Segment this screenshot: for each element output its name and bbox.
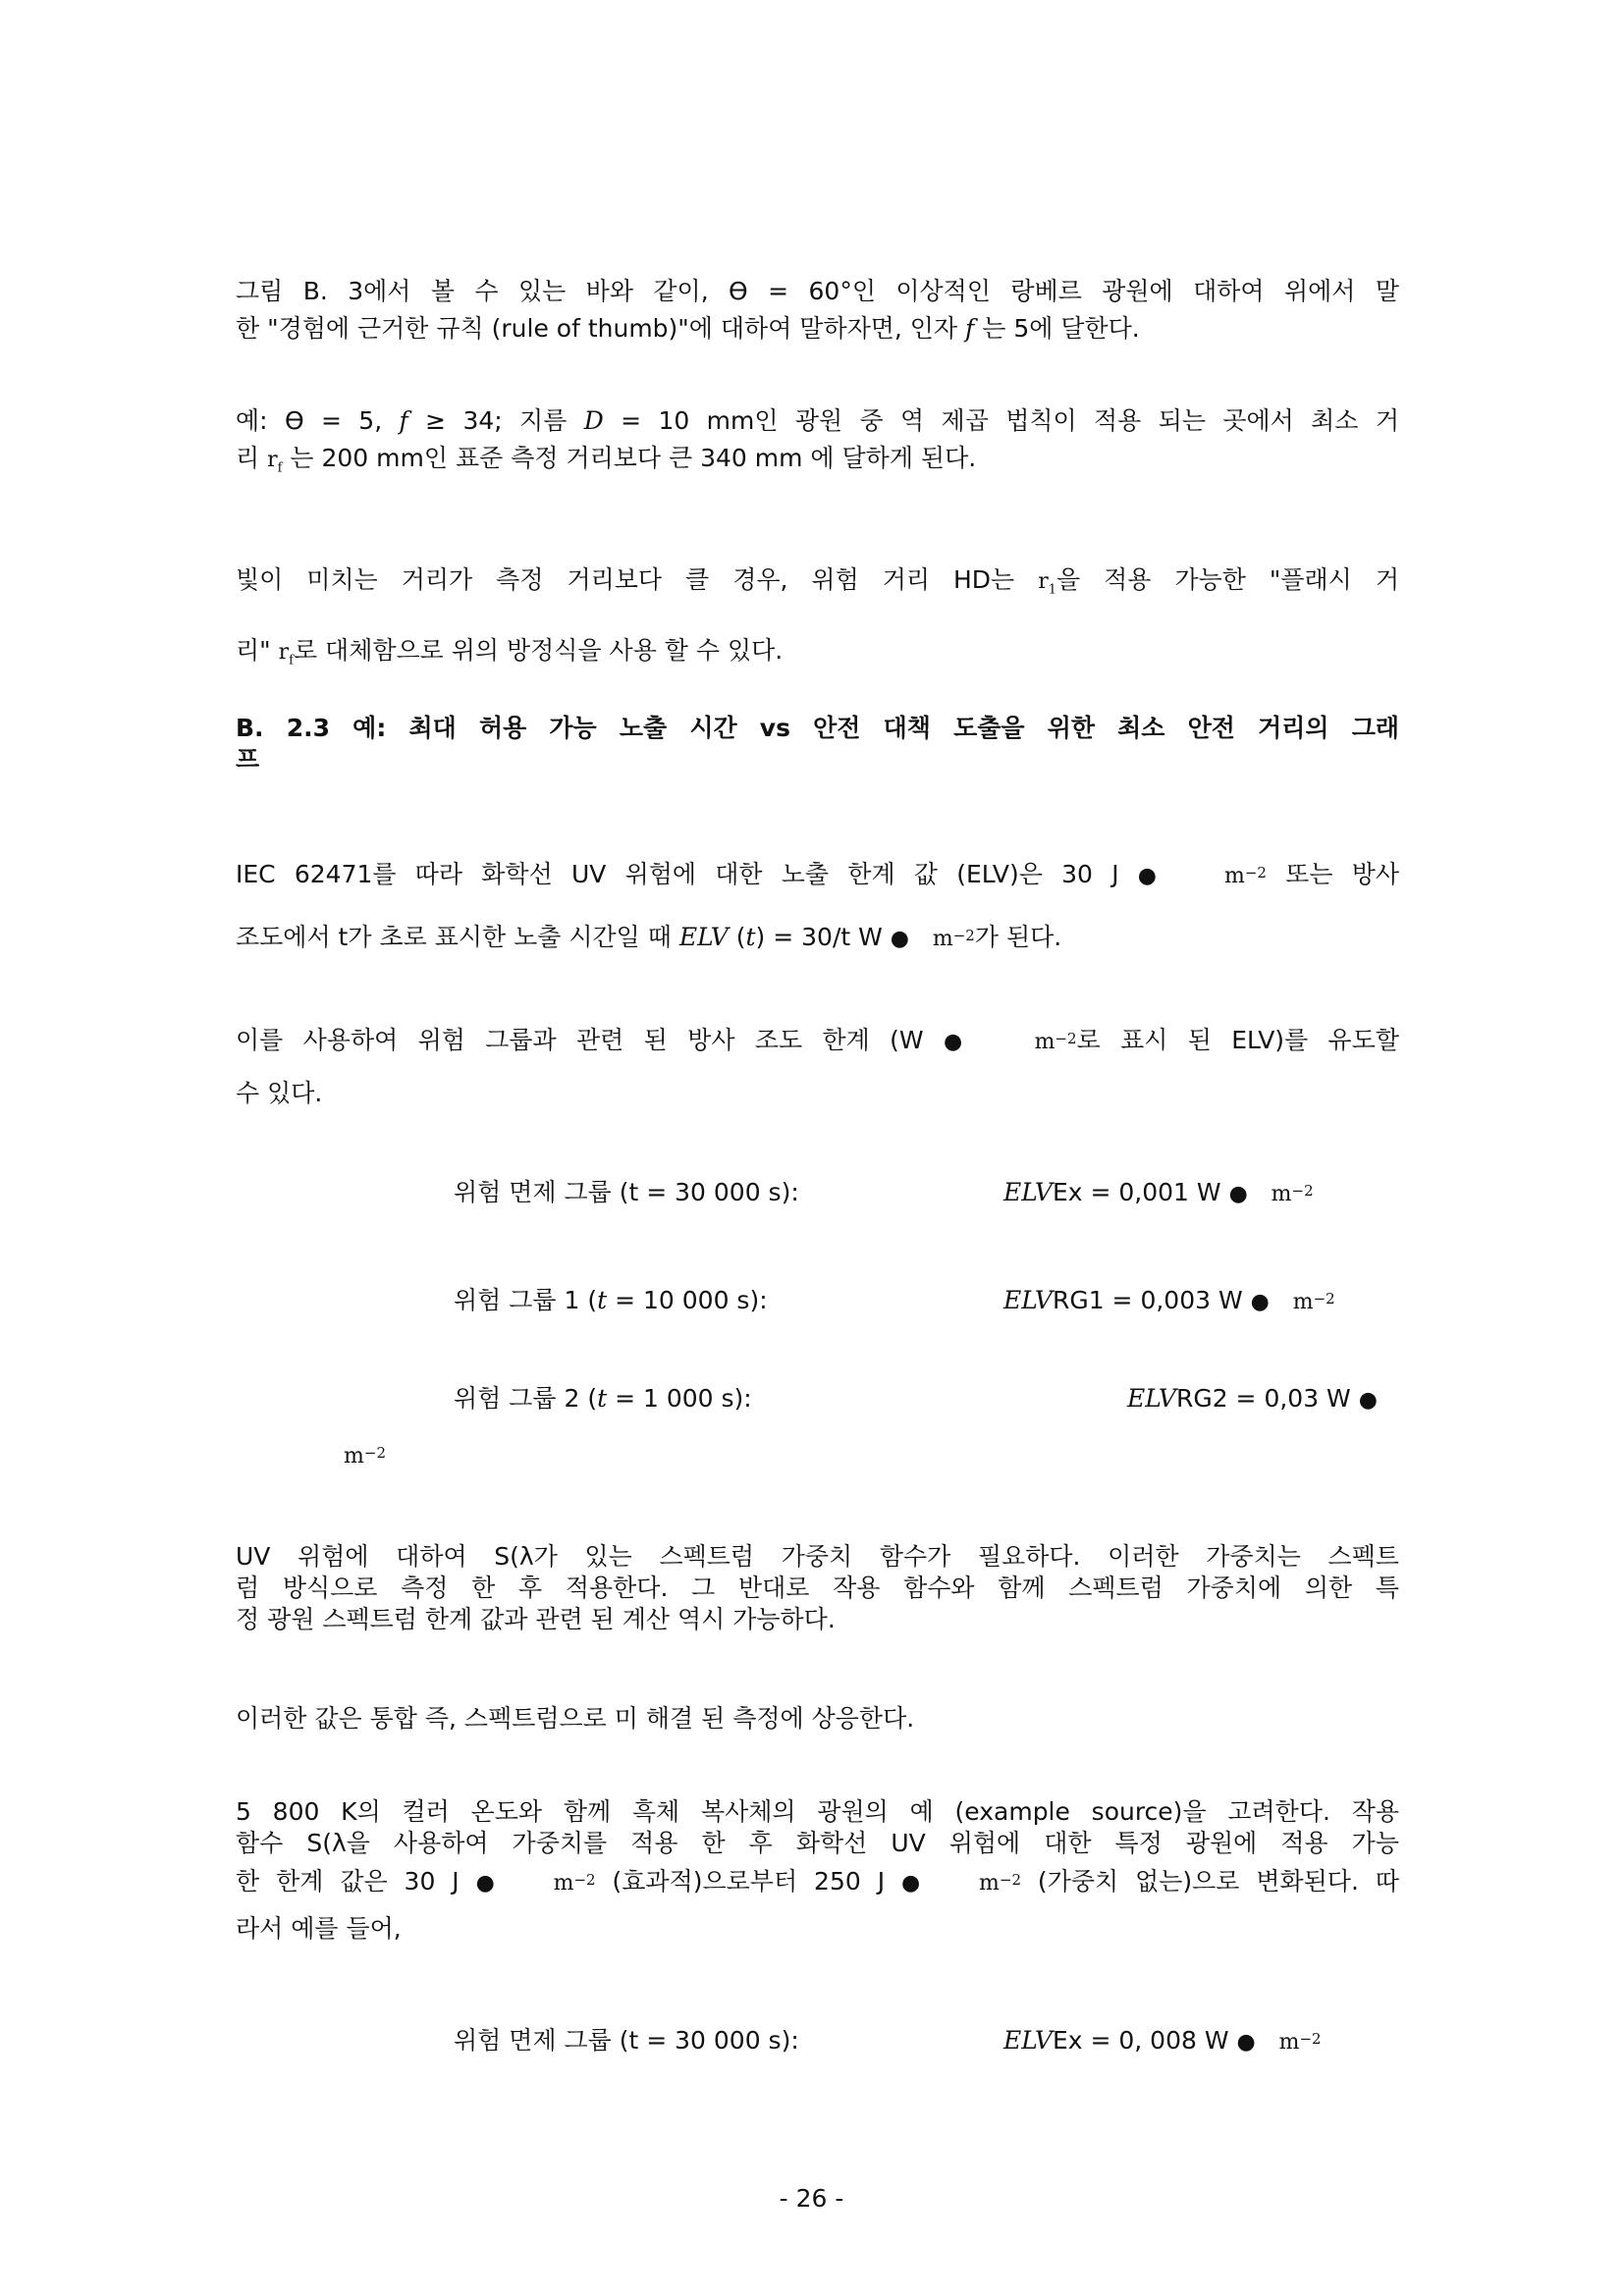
paragraph-1-line-2 — [236, 310, 1399, 347]
text-run: 가 된다. — [974, 923, 1062, 951]
page-number: - 26 - — [779, 2184, 844, 2213]
unit-m-2: $m^{-2}$ — [1223, 864, 1267, 888]
variable-t: t — [597, 1286, 608, 1314]
unit-m-2: $m^{-2}$ — [1271, 1182, 1314, 1206]
text-run: 한 한계 값은 30 J — [236, 1867, 476, 1896]
text-run: IEC 62471를 따라 화학선 UV 위험에 대한 노출 한계 값 (ELV)은 30 J — [236, 860, 1138, 888]
paragraph-2-line-1 — [236, 402, 1399, 440]
paragraph-4-line-2 — [236, 907, 1399, 970]
text-run: ≥ 34; 지름 — [407, 406, 584, 435]
text-run: 리" — [236, 636, 279, 666]
unit-m-2: $m^{-2}$ — [1278, 2030, 1322, 2055]
paragraph-7 — [236, 1700, 1399, 1737]
text-run: 한 "경험에 근거한 규칙 (rule of thumb)"에 대하여 말하자면, 인자 — [236, 314, 966, 343]
paragraph-3-line-1 — [236, 550, 1399, 620]
paragraph-8-line-3 — [236, 1859, 1399, 1906]
group-label-rg1: 위험 그룹 1 (t = 10 000 s): — [454, 1286, 768, 1314]
variable-d: D — [583, 406, 604, 435]
text-run: 는 200 mm인 표준 측정 거리보다 큰 340 mm 에 달하게 된다. — [282, 444, 977, 472]
paragraph-3-line-2 — [236, 620, 1399, 691]
paragraph-5 — [236, 1015, 1399, 1119]
group-label-exempt: 위험 면제 그룹 (t = 30 000 s): — [454, 1178, 799, 1206]
text-run: 빛이 미치는 거리가 측정 거리보다 클 경우, 위험 거리 HD는 — [236, 565, 1039, 594]
paragraph-4 — [236, 844, 1399, 970]
group-label-exempt-example: 위험 면제 그룹 (t = 30 000 s): — [454, 2026, 799, 2055]
unit-m-2: $m^{-2}$ — [979, 1871, 1021, 1896]
paragraph-8-line-4: 라서 예를 들어, — [236, 1914, 402, 1943]
paragraph-1 — [236, 273, 1399, 347]
variable-f: f — [399, 406, 408, 435]
paragraph-4-line-1 — [236, 844, 1399, 907]
group-value-exempt: ELVEx = 0,001 W ● $m^{-2}$ — [1003, 1178, 1314, 1206]
text-run: 조도에서 t가 초로 표시한 노출 시간일 때 — [236, 923, 679, 951]
group-label-rg2: 위험 그룹 2 (t = 1 000 s): — [454, 1384, 752, 1413]
text-run: 예: ϴ = 5, — [236, 406, 400, 435]
variable-elv: ELV — [678, 923, 729, 951]
variable-elv: ELV — [1003, 1178, 1053, 1206]
dot-operator: ● — [943, 1030, 975, 1054]
unit-m-2: $m^{-2}$ — [932, 927, 975, 951]
variable-elv: ELV — [1127, 1384, 1176, 1413]
paragraph-6 — [236, 1541, 1399, 1635]
paragraph-6-line-2: 럼 방식으로 측정 한 후 적용한다. 그 반대로 작용 함수와 함께 스펙트럼 가중치에 의한 특 — [236, 1574, 1399, 1602]
dot-operator: ● — [1358, 1388, 1378, 1413]
text-run: 을 적용 가능한 "플래시 거 — [1056, 565, 1399, 594]
text-run: 로 대체함으로 위의 방정식을 사용 할 수 있다. — [293, 636, 784, 666]
group-value-rg2: ELVRG2 = 0,03 W ● — [1127, 1384, 1378, 1413]
dot-operator: ● — [475, 1871, 504, 1896]
paragraph-6-line-1: UV 위험에 대하여 S(λ가 있는 스펙트럼 가중치 함수가 필요하다. 이러한 가중치는 스펙트 — [236, 1542, 1399, 1571]
symbol-r-1: $r_1$ — [1038, 569, 1057, 598]
text-run: 이를 사용하여 위험 그룹과 관련 된 방사 조도 한계 (W — [236, 1026, 944, 1054]
text-run: 리 — [236, 444, 268, 472]
text-run: 는 5에 달한다. — [974, 314, 1140, 343]
text-run: (가중치 없는)으로 변화된다. 따 — [1021, 1867, 1399, 1896]
paragraph-8-line-1: 5 800 K의 컬러 온도와 함께 흑체 복사체의 광원의 예 (example source)을 고려한다. 작용 — [236, 1797, 1399, 1826]
paragraph-3 — [236, 550, 1399, 692]
group-value-exempt-example: ELVEx = 0, 008 W ● $m^{-2}$ — [1003, 2026, 1322, 2055]
unit-m-2: $m^{-2}$ — [1034, 1030, 1077, 1054]
paragraph-1-line-1: 그림 B. 3에서 볼 수 있는 바와 같이, ϴ = 60°인 이상적인 랑베르 광원에 대하여 위에서 말 — [236, 277, 1399, 305]
variable-f: f — [965, 314, 975, 343]
variable-elv: ELV — [1003, 2026, 1053, 2055]
paragraph-6-line-3: 정 광원 스펙트럼 한계 값과 관련 된 계산 역시 가능하다. — [236, 1605, 836, 1633]
paragraph-5-line-2: 수 있다. — [236, 1079, 323, 1107]
text-run: ( — [728, 923, 746, 951]
variable-t: t — [745, 923, 756, 951]
text-run: (효과적)으로부터 250 J — [595, 1867, 901, 1896]
text-run: = 10 mm인 광원 중 역 제곱 법칙이 적용 되는 곳에서 최소 거 — [603, 406, 1399, 435]
dot-operator: ● — [890, 927, 909, 951]
dot-operator: ● — [1228, 1182, 1248, 1206]
group-value-rg2-unit — [344, 1438, 386, 1473]
text-run: 로 표시 된 ELV)를 유도할 — [1076, 1026, 1400, 1054]
section-heading-line-1: B. 2.3 예: 최대 허용 가능 노출 시간 vs 안전 대책 도출을 위한 최소 안전 거리의 그래 — [236, 714, 1399, 742]
section-heading-line-2: 프 — [236, 745, 260, 774]
variable-elv: ELV — [1003, 1286, 1053, 1314]
unit-m-2: $m^{-2}$ — [1292, 1290, 1335, 1314]
dot-operator: ● — [901, 1871, 930, 1896]
dot-operator: ● — [1236, 2030, 1256, 2055]
group-value-rg1: ELVRG1 = 0,003 W ● $m^{-2}$ — [1003, 1286, 1335, 1314]
symbol-r-f: $r_f$ — [278, 640, 294, 668]
paragraph-8-line-2: 함수 S(λ을 사용하여 가중치를 적용 한 후 화학선 UV 위험에 대한 특정 광원에 적용 가능 — [236, 1829, 1399, 1857]
dot-operator: ● — [1250, 1290, 1270, 1314]
text-run: ) = 30/t W — [755, 923, 891, 951]
unit-m-2: $m^{-2}$ — [553, 1871, 596, 1896]
paragraph-7-line-1: 이러한 값은 통합 즉, 스펙트럼으로 미 해결 된 측정에 상응한다. — [236, 1704, 915, 1733]
paragraph-2 — [236, 402, 1399, 487]
paragraph-5-line-1 — [236, 1015, 1399, 1068]
unit-m-2: $m^{-2}$ — [344, 1444, 386, 1468]
variable-t: t — [597, 1384, 608, 1413]
symbol-r-f: $r_f$ — [267, 448, 283, 476]
dot-operator: ● — [1137, 864, 1168, 888]
text-run: 또는 방사 — [1266, 860, 1400, 888]
paragraph-2-line-2 — [236, 440, 1399, 487]
paragraph-8 — [236, 1796, 1399, 1951]
section-heading — [236, 713, 1399, 775]
